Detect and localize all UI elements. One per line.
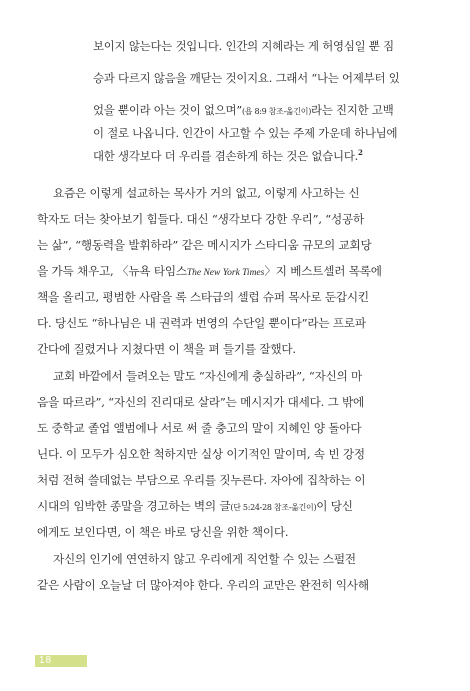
quote-line: 이 절로 나옵니다. 인간이 사고할 수 있는 주제 가운데 하나님에 bbox=[93, 126, 398, 140]
paragraph-line: 음을 따르라”, “자신의 진리대로 살라”는 메시지가 대세다. 그 밖에 bbox=[37, 395, 365, 409]
bible-reference: (욥 8:9 참조-옮긴이) bbox=[241, 107, 312, 116]
paragraph-text: 〉지 베스트셀러 목록에 bbox=[264, 264, 382, 278]
paragraph-line: 간다에 질렸거나 지쳤다면 이 책을 펴 들기를 잘했다. bbox=[37, 342, 296, 356]
paragraph-text: 이 당신 bbox=[316, 499, 353, 513]
paragraph-line: 요즘은 이렇게 설교하는 목사가 거의 없고, 이렇게 사고하는 신 bbox=[53, 186, 360, 200]
paragraph-line: 같은 사람이 오늘날 더 많아져야 한다. 우리의 교만은 완전히 익사해 bbox=[37, 578, 369, 592]
paragraph-line: 닌다. 이 모두가 심오한 척하지만 실상 이기적인 말이며, 속 빈 강정 bbox=[37, 447, 365, 461]
paragraph-line: 는 삶”, “행동력을 발휘하라” 같은 메시지가 스타디움 규모의 교회당 bbox=[37, 238, 372, 252]
paragraph-line: 에게도 보인다면, 이 책은 바로 당신을 위한 책이다. bbox=[37, 525, 289, 539]
page-number: 18 bbox=[39, 655, 53, 666]
paragraph-line: 자신의 인기에 연연하지 않고 우리에게 직언할 수 있는 스펄전 bbox=[53, 552, 356, 566]
paragraph-line bbox=[37, 263, 382, 281]
quote-text: 대한 생각보다 더 우리를 겸손하게 하는 것은 없습니다. bbox=[93, 149, 359, 163]
quote-line bbox=[93, 148, 363, 164]
newspaper-title: The New York Times bbox=[186, 268, 265, 278]
paragraph-line: 학자도 더는 찾아보기 힘들다. 대신 “생각보다 강한 우리”, “성공하 bbox=[37, 212, 365, 226]
paragraph-line: 교회 바깥에서 들려오는 말도 “자신에게 충실하라”, “자신의 마 bbox=[53, 369, 363, 383]
paragraph-line: 다. 당신도 “하나님은 내 권력과 번영의 수단일 뿐이다”라는 프로파 bbox=[37, 316, 366, 330]
quote-text: 었을 뿐이라 아는 것이 없으며” bbox=[93, 103, 242, 117]
bible-reference: (단 5:24-28 참조-옮긴이) bbox=[230, 503, 317, 512]
quote-text: 라는 진지한 고백 bbox=[311, 103, 394, 117]
paragraph-line: 책을 올리고, 평범한 사람을 록 스타급의 셀럽 슈퍼 목사로 둔갑시킨 bbox=[37, 290, 369, 304]
paragraph-line: 도 중학교 졸업 앨범에나 서로 써 줄 충고의 말이 지혜인 양 돌아다 bbox=[37, 421, 362, 435]
quote-line: 승과 다르지 않음을 깨닫는 것이지요. 그래서 “나는 어제부터 있 bbox=[93, 71, 400, 85]
paragraph-line bbox=[37, 498, 353, 516]
quote-line bbox=[93, 102, 394, 120]
paragraph-text: 을 가득 채우고, 〈뉴욕 타임스 bbox=[37, 264, 187, 278]
paragraph-line: 처럼 전혀 쓸데없는 부담으로 우리를 짓누른다. 자아에 집착하는 이 bbox=[37, 473, 366, 487]
quote-line: 보이지 않는다는 것입니다. 인간의 지혜라는 게 허영심일 뿐 짐 bbox=[93, 39, 394, 53]
footnote-marker: 2 bbox=[358, 148, 363, 158]
paragraph-text: 시대의 임박한 종말을 경고하는 벽의 글 bbox=[37, 499, 231, 513]
page-number-tab bbox=[35, 655, 87, 667]
